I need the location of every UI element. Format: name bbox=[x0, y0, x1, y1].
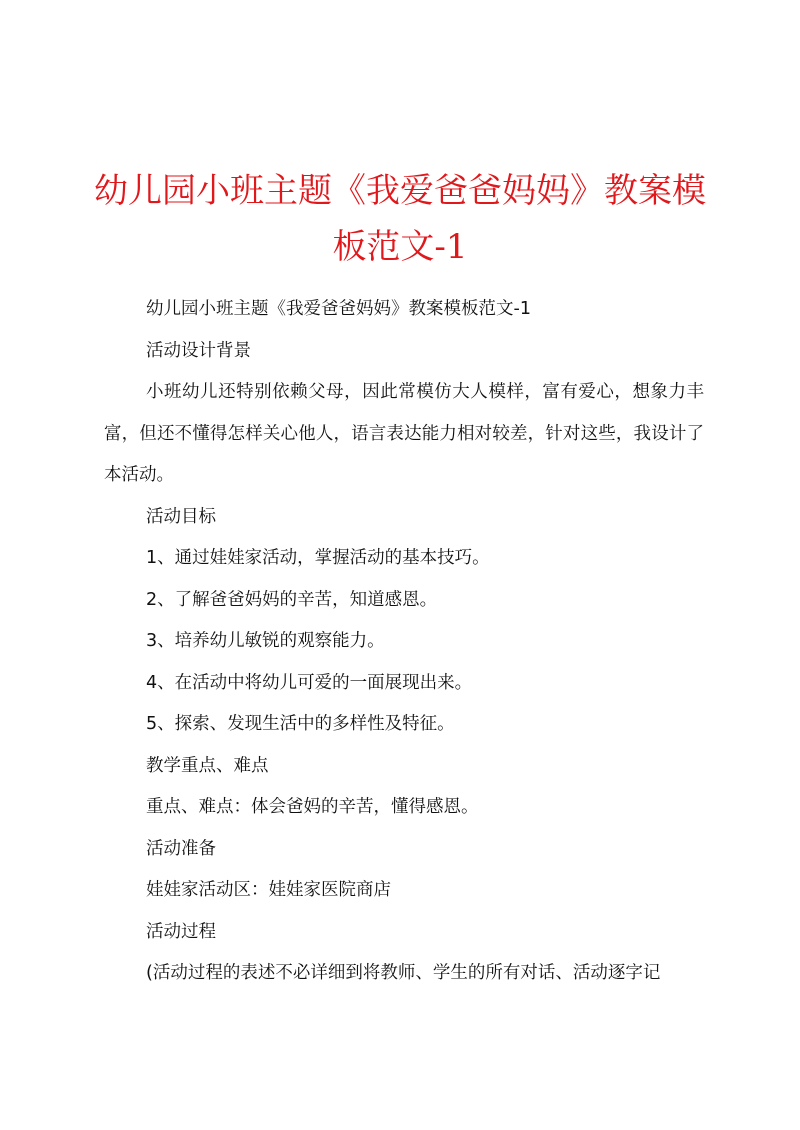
goal-item-4: 4、在活动中将幼儿可爱的一面展现出来。 bbox=[146, 672, 473, 693]
goal-item-2: 2、了解爸爸妈妈的辛苦，知道感恩。 bbox=[146, 589, 438, 610]
heading-preparation: 活动准备 bbox=[146, 838, 216, 859]
goal-item-3: 3、培养幼儿敏锐的观察能力。 bbox=[146, 631, 385, 651]
document-title: 幼儿园小班主题《我爱爸爸妈妈》教案模板范文-1 bbox=[94, 171, 706, 267]
heading-process: 活动过程 bbox=[146, 921, 216, 942]
paragraph-key-points: 重点、难点：体会爸妈的辛苦，懂得感恩。 bbox=[146, 797, 479, 817]
paragraph-subtitle: 幼儿园小班主题《我爱爸爸妈妈》教案模板范文-1 bbox=[146, 299, 531, 319]
heading-key-points: 教学重点、难点 bbox=[146, 755, 269, 776]
paragraph-preparation: 娃娃家活动区：娃娃家医院商店 bbox=[146, 880, 391, 900]
paragraph-process: (活动过程的表述不必详细到将教师、学生的所有对话、活动逐字记 bbox=[146, 963, 661, 983]
goal-item-5: 5、探索、发现生活中的多样性及特征。 bbox=[146, 714, 455, 734]
document-body bbox=[104, 289, 704, 995]
heading-goals: 活动目标 bbox=[146, 506, 216, 527]
heading-background: 活动设计背景 bbox=[146, 340, 251, 361]
goal-item-1: 1、通过娃娃家活动，掌握活动的基本技巧。 bbox=[146, 548, 490, 568]
paragraph-background: 小班幼儿还特别依赖父母，因此常模仿大人模样，富有爱心，想象力丰富，但还不懂得怎样关心他人，语言表达能力相对较差，针对这些，我设计了本活动。 bbox=[104, 382, 704, 485]
